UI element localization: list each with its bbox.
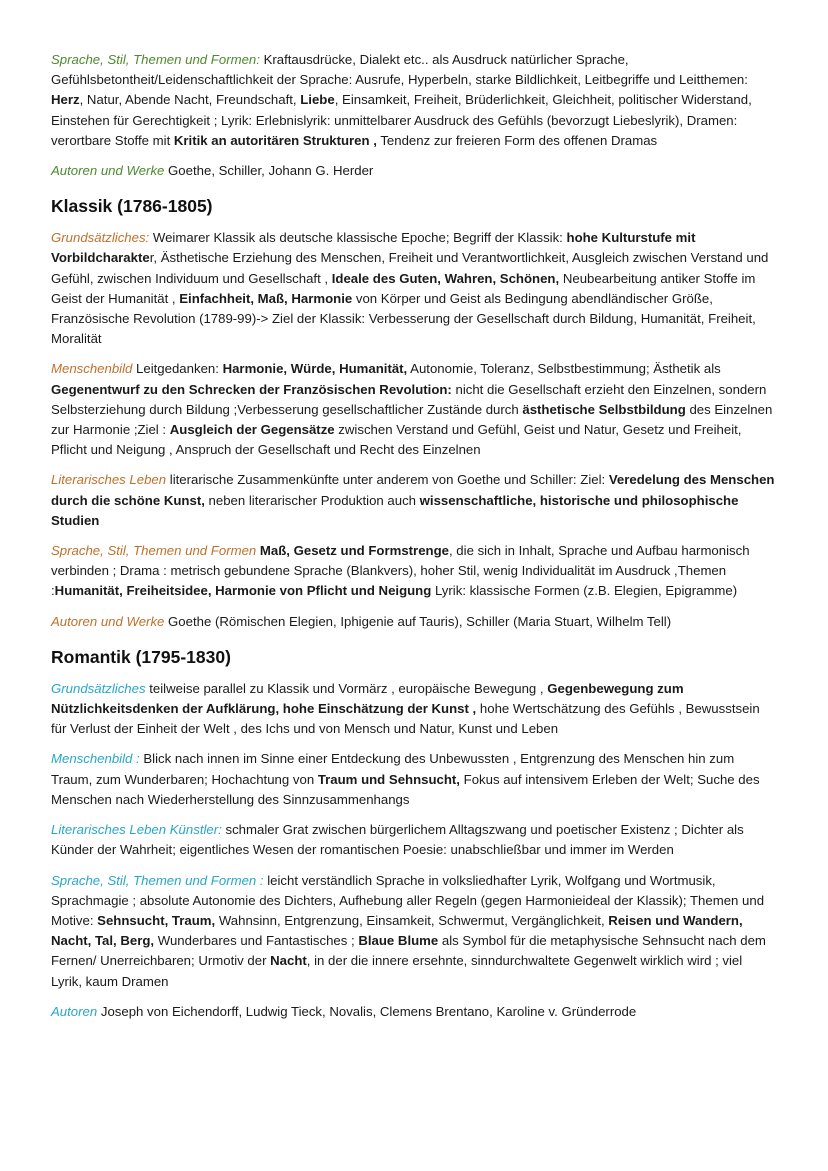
section-label: Autoren und Werke xyxy=(51,613,165,629)
romantik-heading: Romantik (1795-1830) xyxy=(51,646,231,667)
body-text: von Körper und Geist als Bedingung abendländischer Größe, Französische Revolution (1789-99)-> Ziel der Klassik: Verbesserung der Gesellschaft durch Bildung, Humanität, Freiheit, Moralität xyxy=(51,290,756,347)
bold-text: Liebe xyxy=(300,92,335,108)
bold-text: Gegenentwurf zu den Schrecken der Französischen Revolution: xyxy=(51,381,452,397)
section-label: Menschenbild xyxy=(51,361,133,377)
bold-text: Veredelung des Menschen durch die schöne Kunst, xyxy=(51,472,775,508)
body-text: Leitgedanken: xyxy=(132,361,223,377)
body-text: Joseph von Eichendorff, Ludwig Tieck, Novalis, Clemens Brentano, Karoline v. Gründerrode xyxy=(97,1003,637,1019)
body-text: neben literarischer Produktion auch xyxy=(204,492,420,508)
section-label: Autoren und Werke xyxy=(51,163,165,179)
body-text: , in der die innere ersehnte, sinndurchwaltete Gegenwelt wirklich wird ; viel Lyrik, kaum Dramen xyxy=(51,953,743,989)
bold-text: Harmonie, Würde, Humanität, xyxy=(222,361,408,377)
bold-text: Herz xyxy=(51,92,80,108)
sturm-drang-sprache-paragraph xyxy=(51,50,776,151)
section-label: Autoren xyxy=(51,1003,98,1019)
paragraph-body xyxy=(51,873,766,989)
section-label: Grundsätzliches: xyxy=(51,230,150,246)
klassik-leben-paragraph xyxy=(51,470,776,531)
body-text: Kraftausdrücke, Dialekt etc.. als Ausdruck natürlicher Sprache, Gefühlsbetontheit/Leidenschaftlichkeit der Sprache: Ausrufe, Hyperbeln, starke Bildlichkeit, Leitbegriffe und Leitthemen: xyxy=(51,52,748,88)
body-text: r, Ästhetische Erziehung des Menschen, Freiheit und Verantwortlichkeit, Ausgleich zwischen Verstand und Gefühl, zwischen Individuum und Gesellschaft , xyxy=(51,250,769,286)
bold-text: hohe Kulturstufe mit Vorbildcharakte xyxy=(51,230,696,266)
romantik-menschenbild-paragraph xyxy=(51,749,776,810)
body-text: Goethe, Schiller, Johann G. Herder xyxy=(164,163,374,179)
section-label: Literarisches Leben xyxy=(51,472,167,488)
bold-text: Blaue Blume xyxy=(358,933,439,949)
romantik-autoren-paragraph xyxy=(51,1002,776,1022)
romantik-grund-paragraph xyxy=(51,679,776,740)
section-label: Menschenbild : xyxy=(51,751,140,767)
body-text: als Symbol für die metaphysische Sehnsucht nach dem Fernen/ Unerreichbaren; Urmotiv der xyxy=(51,933,766,969)
bold-text: Einfachheit, Maß, Harmonie xyxy=(179,290,353,306)
body-text: literarische Zusammenkünfte unter anderem von Goethe und Schiller: Ziel: xyxy=(166,472,609,488)
paragraph-body xyxy=(51,681,760,736)
body-text: leicht verständlich Sprache in volksliedhafter Lyrik, Wolfgang und Wortmusik, Sprachmagie ; absolute Autonomie des Dichters, Aufhebung aller Regeln (gegen Harmonieideal der Klassik); Themen und Motive: xyxy=(51,872,765,928)
paragraph-body xyxy=(51,361,772,457)
body-text: zwischen Verstand und Gefühl, Geist und Natur, Gesetz und Freiheit, Pflicht und Neigung , Anspruch der Gesellschaft und Recht des Einzelnen xyxy=(51,422,742,458)
body-text: des Einzelnen zur Harmonie ;Ziel : xyxy=(51,401,773,438)
body-text: schmaler Grat zwischen bürgerlichem Alltagszwang und poetischer Existenz ; Dichter als Künder der Wahrheit; eigentliches Wesen der romantischen Poesie: unabschließbar und immer im Werden xyxy=(51,822,744,858)
body-text: hohe Wertschätzung des Gefühls , Bewusstsein für Verlust der Einheit der Welt , des Ichs und von Mensch und Natur, Kunst und Leben xyxy=(51,701,760,737)
klassik-heading: Klassik (1786-1805) xyxy=(51,196,213,217)
paragraph-body xyxy=(164,614,671,629)
body-text: , Einsamkeit, Freiheit, Brüderlichkeit, Gleichheit, politischer Widerstand, Einstehen für Gerechtigkeit ; Lyrik: Erlebnislyrik: unmittelbarer Ausdruck des Gefühls (bevorzugt Liebeslyrik), Dramen: verortbare Stoffe mit xyxy=(51,92,752,148)
romantik-sprache-paragraph xyxy=(51,871,776,992)
klassik-sprache-paragraph xyxy=(51,541,776,602)
klassik-autoren-paragraph xyxy=(51,612,776,632)
body-text: Neubearbeitung antiker Stoffe im Geist der Humanität , xyxy=(51,270,756,306)
body-text: Tendenz zur freieren Form des offenen Dramas xyxy=(376,132,658,148)
section-label: Sprache, Stil, Themen und Formen xyxy=(51,543,257,559)
body-text: Fokus auf intensivem Erleben der Welt; Suche des Menschen nach Wiederherstellung des Sinnzusammenhangs xyxy=(51,771,760,807)
body-text: , die sich in Inhalt, Sprache und Aufbau harmonisch verbinden ; Drama : metrisch gebundene Sprache (Blankvers), hoher Stil, wenig Individualität im Ausdruck ,Themen : xyxy=(51,543,750,599)
body-text: , Natur, Abende Nacht, Freundschaft, xyxy=(79,92,301,108)
paragraph-body xyxy=(164,163,373,178)
paragraph-body xyxy=(51,751,760,806)
bold-text: wissenschaftliche, historische und philosophische Studien xyxy=(51,492,739,528)
section-label: Grundsätzliches xyxy=(51,680,146,696)
body-text: Weimarer Klassik als deutsche klassische Epoche; Begriff der Klassik: xyxy=(149,230,567,246)
bold-text: Maß, Gesetz und Formstrenge xyxy=(259,543,449,559)
sturm-drang-autoren-paragraph xyxy=(51,161,776,181)
body-text: Lyrik: klassische Formen (z.B. Elegien, Epigramme) xyxy=(431,583,738,599)
body-text: Autonomie, Toleranz, Selbstbestimmung; Ästhetik als xyxy=(407,361,721,377)
klassik-menschenbild-paragraph xyxy=(51,359,776,460)
body-text: Wahnsinn, Entgrenzung, Einsamkeit, Schwermut, Vergänglichkeit, xyxy=(215,912,609,928)
body-text: Wunderbares und Fantastisches ; xyxy=(154,933,359,949)
paragraph-body xyxy=(51,230,768,346)
bold-text: Reisen und Wandern, Nacht, Tal, Berg, xyxy=(51,912,743,949)
bold-text: Kritik an autoritären Strukturen , xyxy=(173,132,377,148)
bold-text: Ausgleich der Gegensätze xyxy=(169,422,335,438)
body-text: teilweise parallel zu Klassik und Vormärz , europäische Bewegung , xyxy=(145,680,548,696)
bold-text: Gegenbewegung zum Nützlichkeitsdenken der Aufklärung, hohe Einschätzung der Kunst , xyxy=(51,680,684,717)
body-text: Blick nach innen im Sinne einer Entdeckung des Unbewussten , Entgrenzung des Menschen hin zum Traum, zum Wunderbaren; Hochachtung von xyxy=(51,751,735,787)
paragraph-body xyxy=(97,1004,636,1019)
bold-text: Humanität, Freiheitsidee, Harmonie von Pflicht und Neigung xyxy=(54,583,432,599)
body-text: Goethe (Römischen Elegien, Iphigenie auf Tauris), Schiller (Maria Stuart, Wilhelm Tell) xyxy=(164,613,672,629)
bold-text: Sehnsucht, Traum, xyxy=(97,912,216,928)
bold-text: Traum und Sehnsucht, xyxy=(317,771,460,787)
section-label: Literarisches Leben Künstler: xyxy=(51,822,222,838)
romantik-leben-paragraph xyxy=(51,820,776,860)
section-label: Sprache, Stil, Themen und Formen: xyxy=(51,52,260,67)
klassik-grund-paragraph xyxy=(51,228,776,349)
bold-text: ästhetische Selbstbildung xyxy=(522,401,686,417)
section-label: Sprache, Stil, Themen und Formen : xyxy=(51,872,264,888)
body-text: nicht die Gesellschaft erzieht den Einzelnen, sondern Selbsterziehung durch Bildung ;Verbesserung gesellschaftlicher Zustände durch xyxy=(51,381,767,417)
bold-text: Ideale des Guten, Wahren, Schönen, xyxy=(331,270,560,286)
bold-text: Nacht xyxy=(270,953,307,969)
